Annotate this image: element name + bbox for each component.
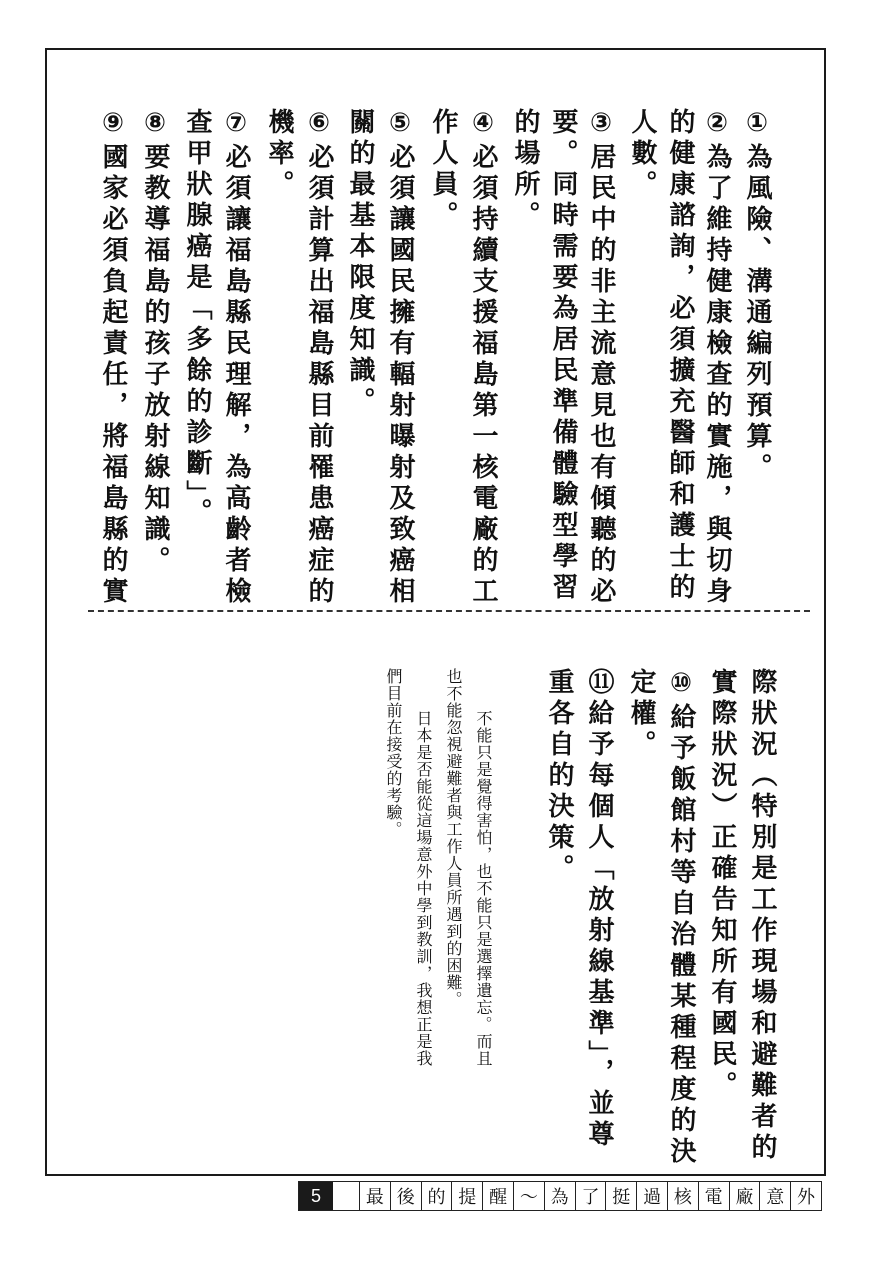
- section-divider: [88, 610, 810, 612]
- footer-title-char: ～: [514, 1182, 545, 1210]
- closing-paragraph-line: 不能只是覺得害怕，也不能只是選擇遺忘。而且: [474, 710, 493, 1067]
- list-item-7-col: 查甲狀腺癌是「多餘的診斷」。: [182, 108, 212, 529]
- footer-title-char: 電: [699, 1182, 730, 1210]
- footer-title-char: 最: [360, 1182, 391, 1210]
- footer-title-char: 後: [391, 1182, 422, 1210]
- list-item-11-col: 重各自的決策。: [544, 668, 574, 885]
- list-item-10-col: ⑩給予飯館村等自治體某種程度的決: [666, 668, 696, 1168]
- footer-title-char: 為: [545, 1182, 576, 1210]
- list-item-9-col: 實際狀況）正確告知所有國民。: [707, 668, 737, 1102]
- list-item-2-col: ②為了維持健康檢查的實施，與切身: [702, 108, 732, 608]
- list-item-2-col: 人數。: [627, 108, 657, 201]
- closing-paragraph-line: 日本是否能從這場意外中學到教訓，我想正是我: [414, 710, 433, 1067]
- footer-title: [360, 1182, 821, 1210]
- list-item-4-col: 作人員。: [428, 108, 458, 232]
- footer-title-char: 挺: [606, 1182, 637, 1210]
- list-item-11-col: ⑪給予每個人「放射線基準」，並尊: [584, 668, 614, 1151]
- list-item-2-col: 的健康諮詢，必須擴充醫師和護士的: [665, 108, 695, 604]
- footer-title-char: 提: [452, 1182, 483, 1210]
- closing-paragraph-line: 們目前在接受的考驗。: [384, 668, 403, 838]
- footer-title-char: 過: [637, 1182, 668, 1210]
- list-item-5-col: ⑤必須讓國民擁有輻射曝射及致癌相: [385, 108, 415, 608]
- list-item-3-col: 的場所。: [510, 108, 540, 232]
- list-item-3-col: 要。同時需要為居民準備體驗型學習: [548, 108, 578, 604]
- list-item-4-col: ④必須持續支援福島第一核電廠的工: [468, 108, 498, 608]
- list-item-9-col: 際狀況（特別是工作現場和避難者的: [747, 668, 777, 1164]
- footer-spacer: [333, 1182, 360, 1210]
- footer-title-char: 核: [668, 1182, 699, 1210]
- list-item-6-col: ⑥必須計算出福島縣目前罹患癌症的: [304, 108, 334, 608]
- footer-title-char: 的: [422, 1182, 453, 1210]
- page-number: 5: [299, 1182, 333, 1210]
- footer-title-char: 廠: [730, 1182, 761, 1210]
- list-item-5-col: 關的最基本限度知識。: [345, 108, 375, 418]
- list-item-10-col: 定權。: [626, 668, 656, 761]
- page-footer: [298, 1181, 822, 1211]
- list-item-9-col: ⑨國家必須負起責任，將福島縣的實: [98, 108, 128, 608]
- list-item-3-col: ③居民中的非主流意見也有傾聽的必: [586, 108, 616, 608]
- list-item-8-col: ⑧要教導福島的孩子放射線知識。: [140, 108, 170, 577]
- list-item-7-col: ⑦必須讓福島縣民理解，為高齡者檢: [221, 108, 251, 608]
- closing-paragraph-line: 也不能忽視避難者與工作人員所遇到的困難。: [444, 668, 463, 1008]
- footer-title-char: 外: [797, 1187, 816, 1208]
- list-item-1-col: ①為風險、溝通編列預算。: [742, 108, 772, 484]
- footer-title-char: 了: [576, 1182, 607, 1210]
- footer-title-char: 醒: [483, 1182, 514, 1210]
- footer-title-char: 意: [760, 1182, 791, 1210]
- list-item-6-col: 機率。: [264, 108, 294, 201]
